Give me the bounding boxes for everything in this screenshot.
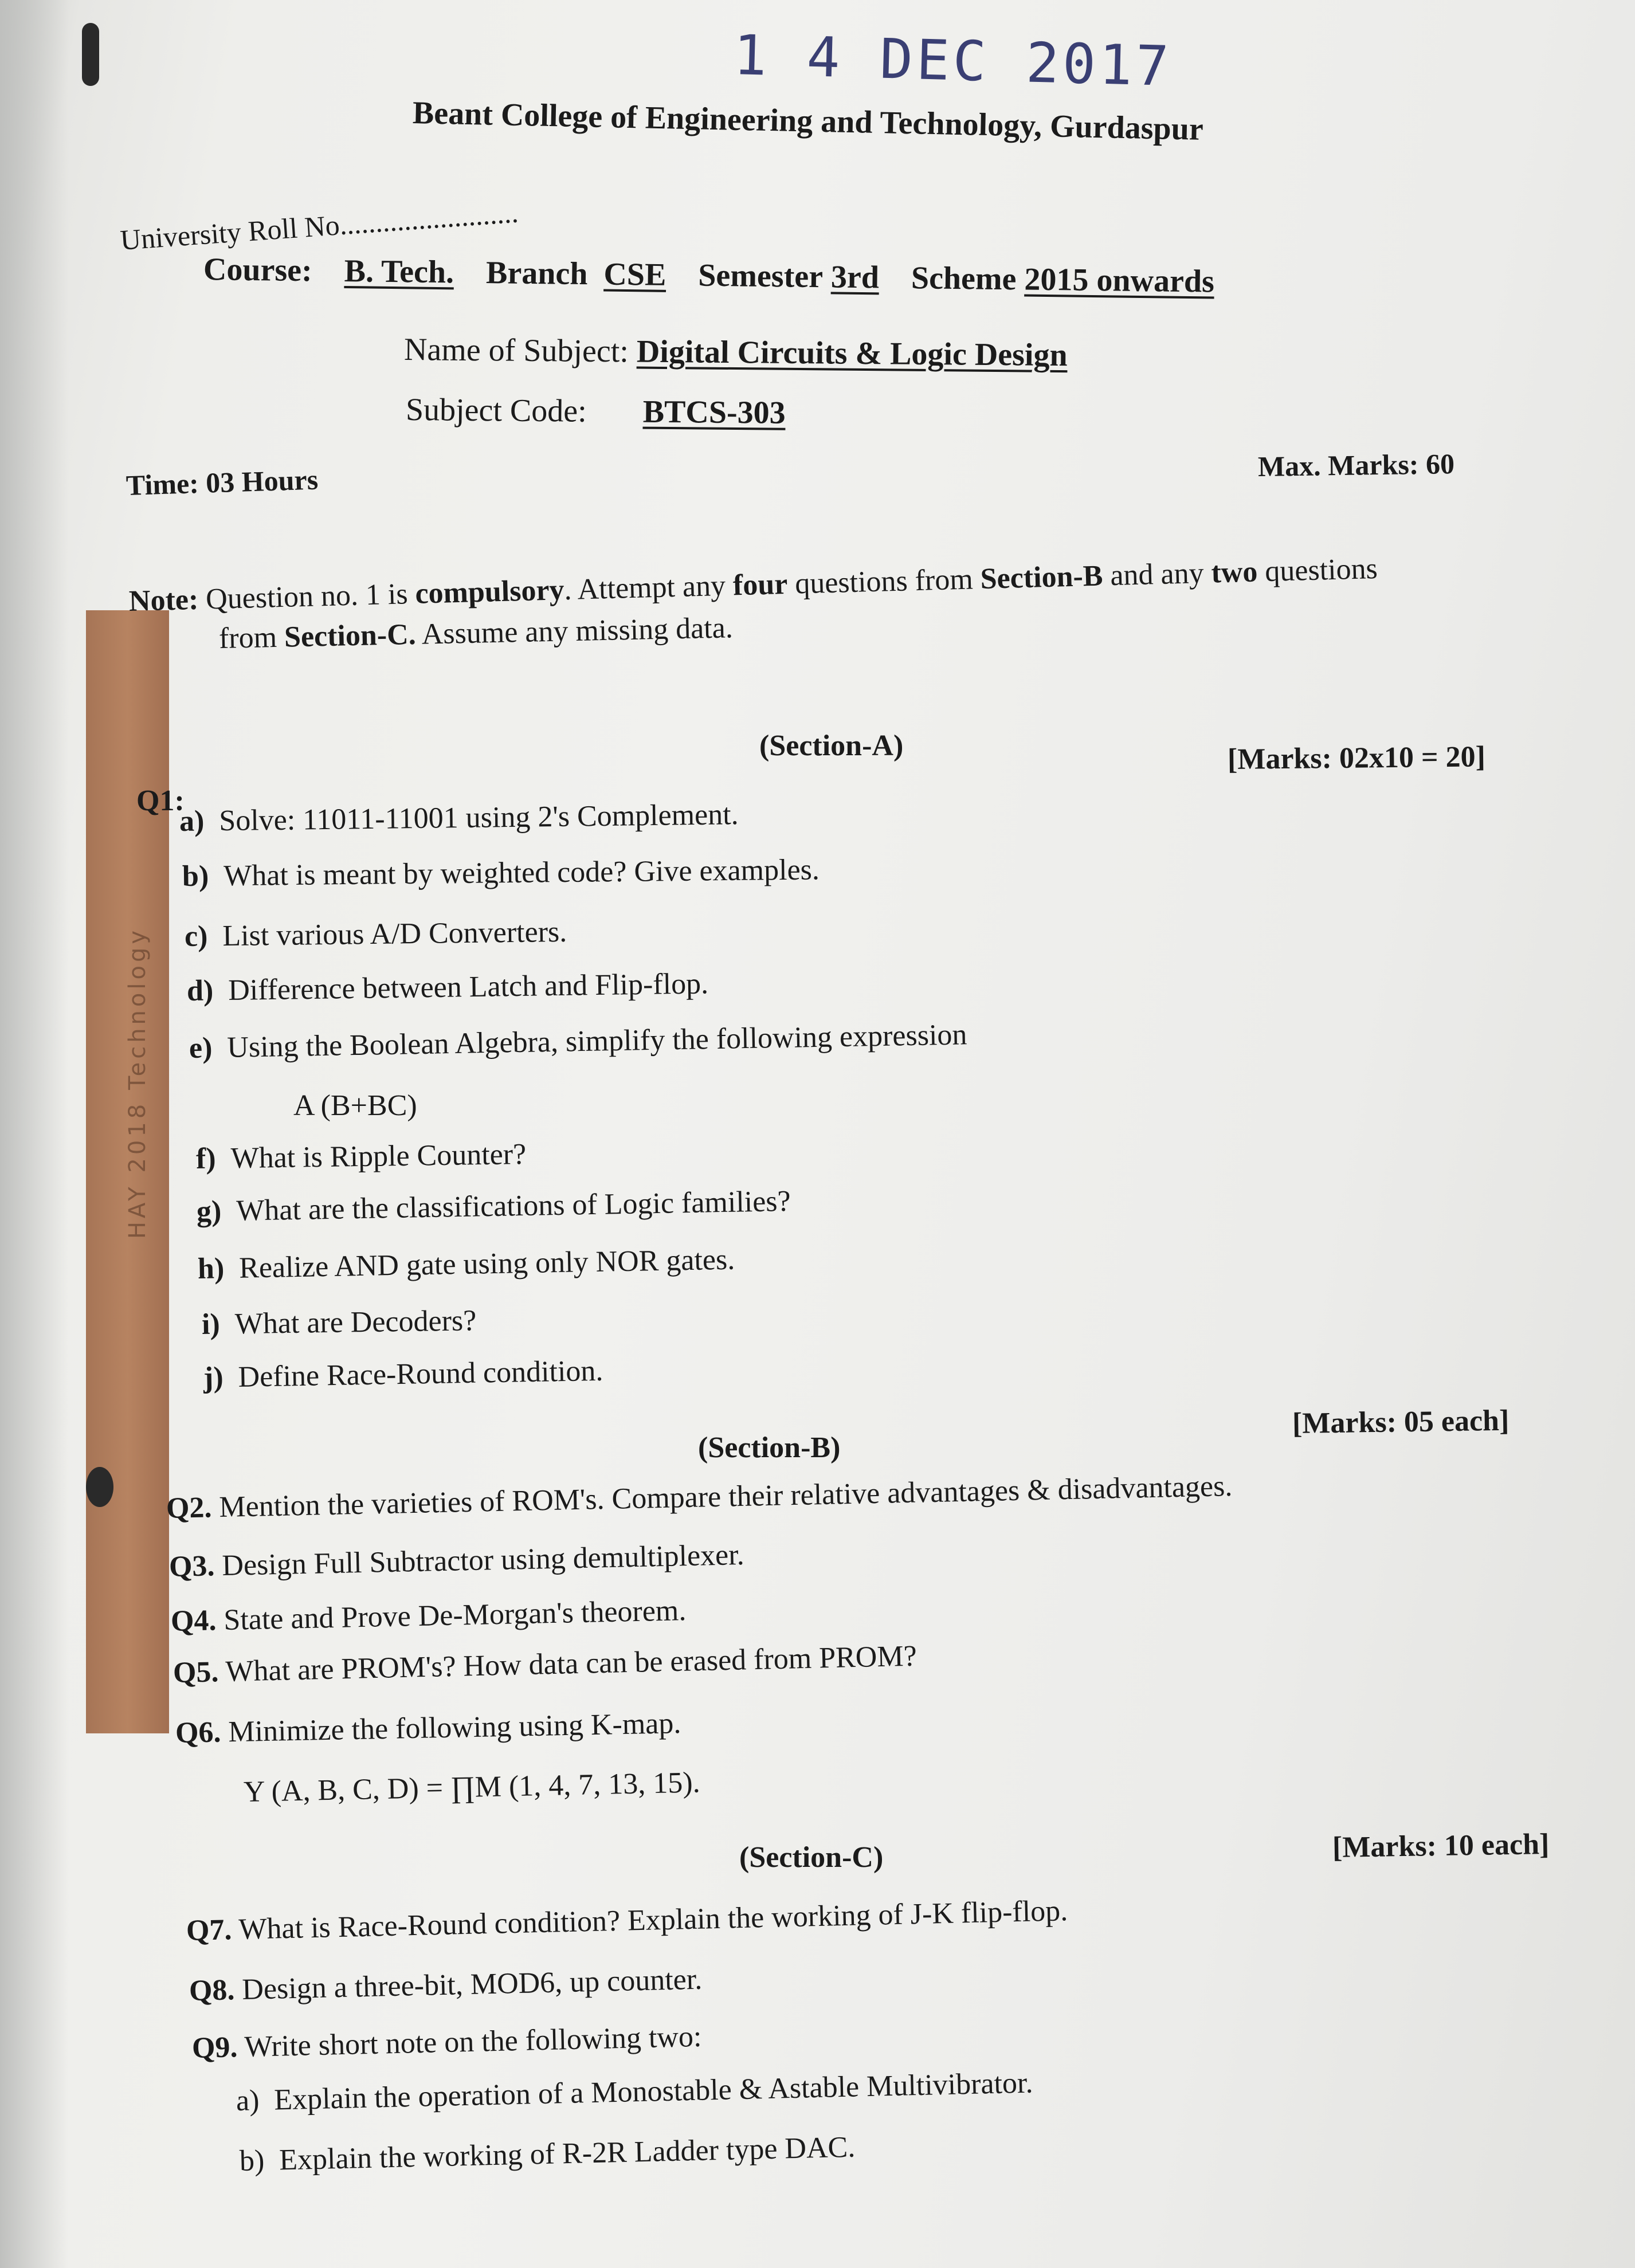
list-item [189,1018,967,1065]
item-label: i) [201,1308,221,1341]
semester-value: 3rd [830,259,880,296]
list-item [202,1304,477,1341]
item-text: What are the classifications of Logic families? [236,1184,791,1227]
list-item [239,2130,856,2178]
note-line-1 [128,552,1378,618]
list-item [196,1184,791,1229]
list-item [170,1594,686,1638]
item-text: What is meant by weighted code? Give examples. [223,853,820,893]
semester-label: Semester [698,257,824,295]
course-line [203,251,1215,300]
list-item [168,1538,744,1584]
time-value: 03 Hours [205,463,319,499]
item-text: List various A/D Converters. [222,915,567,953]
list-item [196,1137,527,1176]
item-text: Using the Boolean Algebra, simplify the following expression [226,1018,967,1064]
q1-label: Q1: [136,784,185,817]
list-item [172,1639,917,1690]
date-stamp: 1 4 DEC 2017 [732,22,1173,99]
note-line-2 [218,611,733,656]
item-label: h) [197,1252,225,1285]
note-section-b: Section-B [979,559,1104,596]
list-item [243,1765,700,1809]
binding-hole-bottom [86,1467,113,1507]
item-text: What is Ripple Counter? [230,1137,527,1175]
item-text: What is Race-Round condition? Explain the working of J-K flip-flop. [238,1894,1068,1946]
list-item [175,1706,681,1750]
tape-stamp: HAY 2018 Technology [124,927,151,1239]
note-compulsory: compulsory [414,574,565,610]
list-item [197,1243,735,1286]
note-text: Question no. 1 is [205,577,416,616]
item-text: Define Race-Round condition. [238,1354,603,1394]
time-line [126,462,319,502]
section-c-title: (Section-C) [739,1841,884,1874]
note-text: questions [1257,552,1378,588]
item-text: Explain the operation of a Monostable & Astable Multivibrator. [273,2066,1034,2117]
code-label: Subject Code: [405,392,587,429]
item-label: Q2. [166,1491,213,1525]
note-text: and any [1102,556,1212,592]
list-item [186,1894,1068,1948]
branch-value: CSE [603,256,666,293]
list-item [166,1469,1232,1525]
section-a-title: (Section-A) [759,729,904,762]
note-section-c: Section-C. [284,618,417,654]
item-label: g) [196,1195,222,1228]
item-label: b) [239,2144,265,2177]
code-line [406,391,786,431]
item-text: Difference between Latch and Flip-flop. [228,967,709,1007]
branch-label: Branch [485,255,588,292]
note-two: two [1210,555,1258,590]
note-text: questions from [787,563,981,601]
list-item [189,1963,702,2008]
section-c-marks: [Marks: 10 each] [1332,1828,1550,1864]
note-label: Note: [128,583,199,618]
item-label: c) [184,920,208,953]
item-text: Design Full Subtractor using demultiplexer. [221,1538,745,1583]
subject-line [404,331,1068,374]
list-item [293,1089,417,1123]
list-item [187,967,709,1008]
item-label: d) [186,974,214,1007]
binding-hole-top [82,23,99,86]
item-text: What are PROM's? How data can be erased from PROM? [225,1639,918,1688]
code-value: BTCS-303 [642,394,786,431]
roll-number-line [119,196,519,257]
item-label: b) [182,860,209,893]
note-text: . Attempt any [563,569,734,607]
item-label: f) [195,1142,217,1175]
item-text: Minimize the following using K-map. [228,1707,681,1749]
scheme-value: 2015 onwards [1024,261,1215,300]
list-item [185,915,567,953]
list-item [182,853,820,893]
scheme-label: Scheme [911,260,1017,297]
note-four: four [732,567,789,602]
item-label: j) [203,1361,224,1394]
item-text: Explain the working of R-2R Ladder type DAC. [279,2130,856,2177]
section-a-marks: [Marks: 02x10 = 20] [1227,740,1486,776]
section-b-marks: [Marks: 05 each] [1292,1404,1509,1440]
note-text: from [218,621,285,655]
item-text: Design a three-bit, MOD6, up counter. [241,1963,703,2006]
item-text: Solve: 11011-11001 using 2's Complement. [218,798,739,838]
list-item [191,2020,702,2065]
time-label: Time: [126,467,199,501]
list-item [236,2066,1033,2118]
item-label: a) [179,805,205,838]
section-b-title: (Section-B) [698,1431,841,1464]
course-value: B. Tech. [344,253,454,291]
roll-dots: ........................ [345,196,520,241]
item-label: Q8. [189,1973,236,2007]
roll-label: University Roll No. [119,208,348,256]
college-name: Beant College of Engineering and Technology, Gurdaspur [412,95,1204,147]
item-label: Q3. [168,1549,215,1583]
item-label: Q5. [172,1655,219,1689]
item-text: Write short note on the following two: [244,2020,702,2063]
max-marks: Max. Marks: 60 [1257,448,1455,482]
list-item [179,798,739,838]
subject-label: Name of Subject: [403,332,629,370]
item-label: a) [236,2084,260,2117]
subject-value: Digital Circuits & Logic Design [636,333,1068,374]
item-label: Q7. [186,1913,233,1947]
item-label: e) [189,1031,213,1065]
item-text: A (B+BC) [293,1089,417,1122]
item-label: Q9. [191,2031,238,2065]
item-text: What are Decoders? [234,1304,477,1341]
item-text: Mention the varieties of ROM's. Compare their relative advantages & disadvantages. [218,1470,1233,1524]
item-text: State and Prove De-Morgan's theorem. [223,1594,687,1637]
item-text: Realize AND gate using only NOR gates. [238,1243,735,1285]
list-item [203,1354,603,1395]
course-label: Course: [203,252,313,289]
item-label: Q6. [175,1716,221,1749]
note-text: Assume any missing data. [415,611,734,651]
item-label: Q4. [170,1604,217,1638]
item-text: Y (A, B, C, D) = ∏M (1, 4, 7, 13, 15). [243,1766,701,1808]
